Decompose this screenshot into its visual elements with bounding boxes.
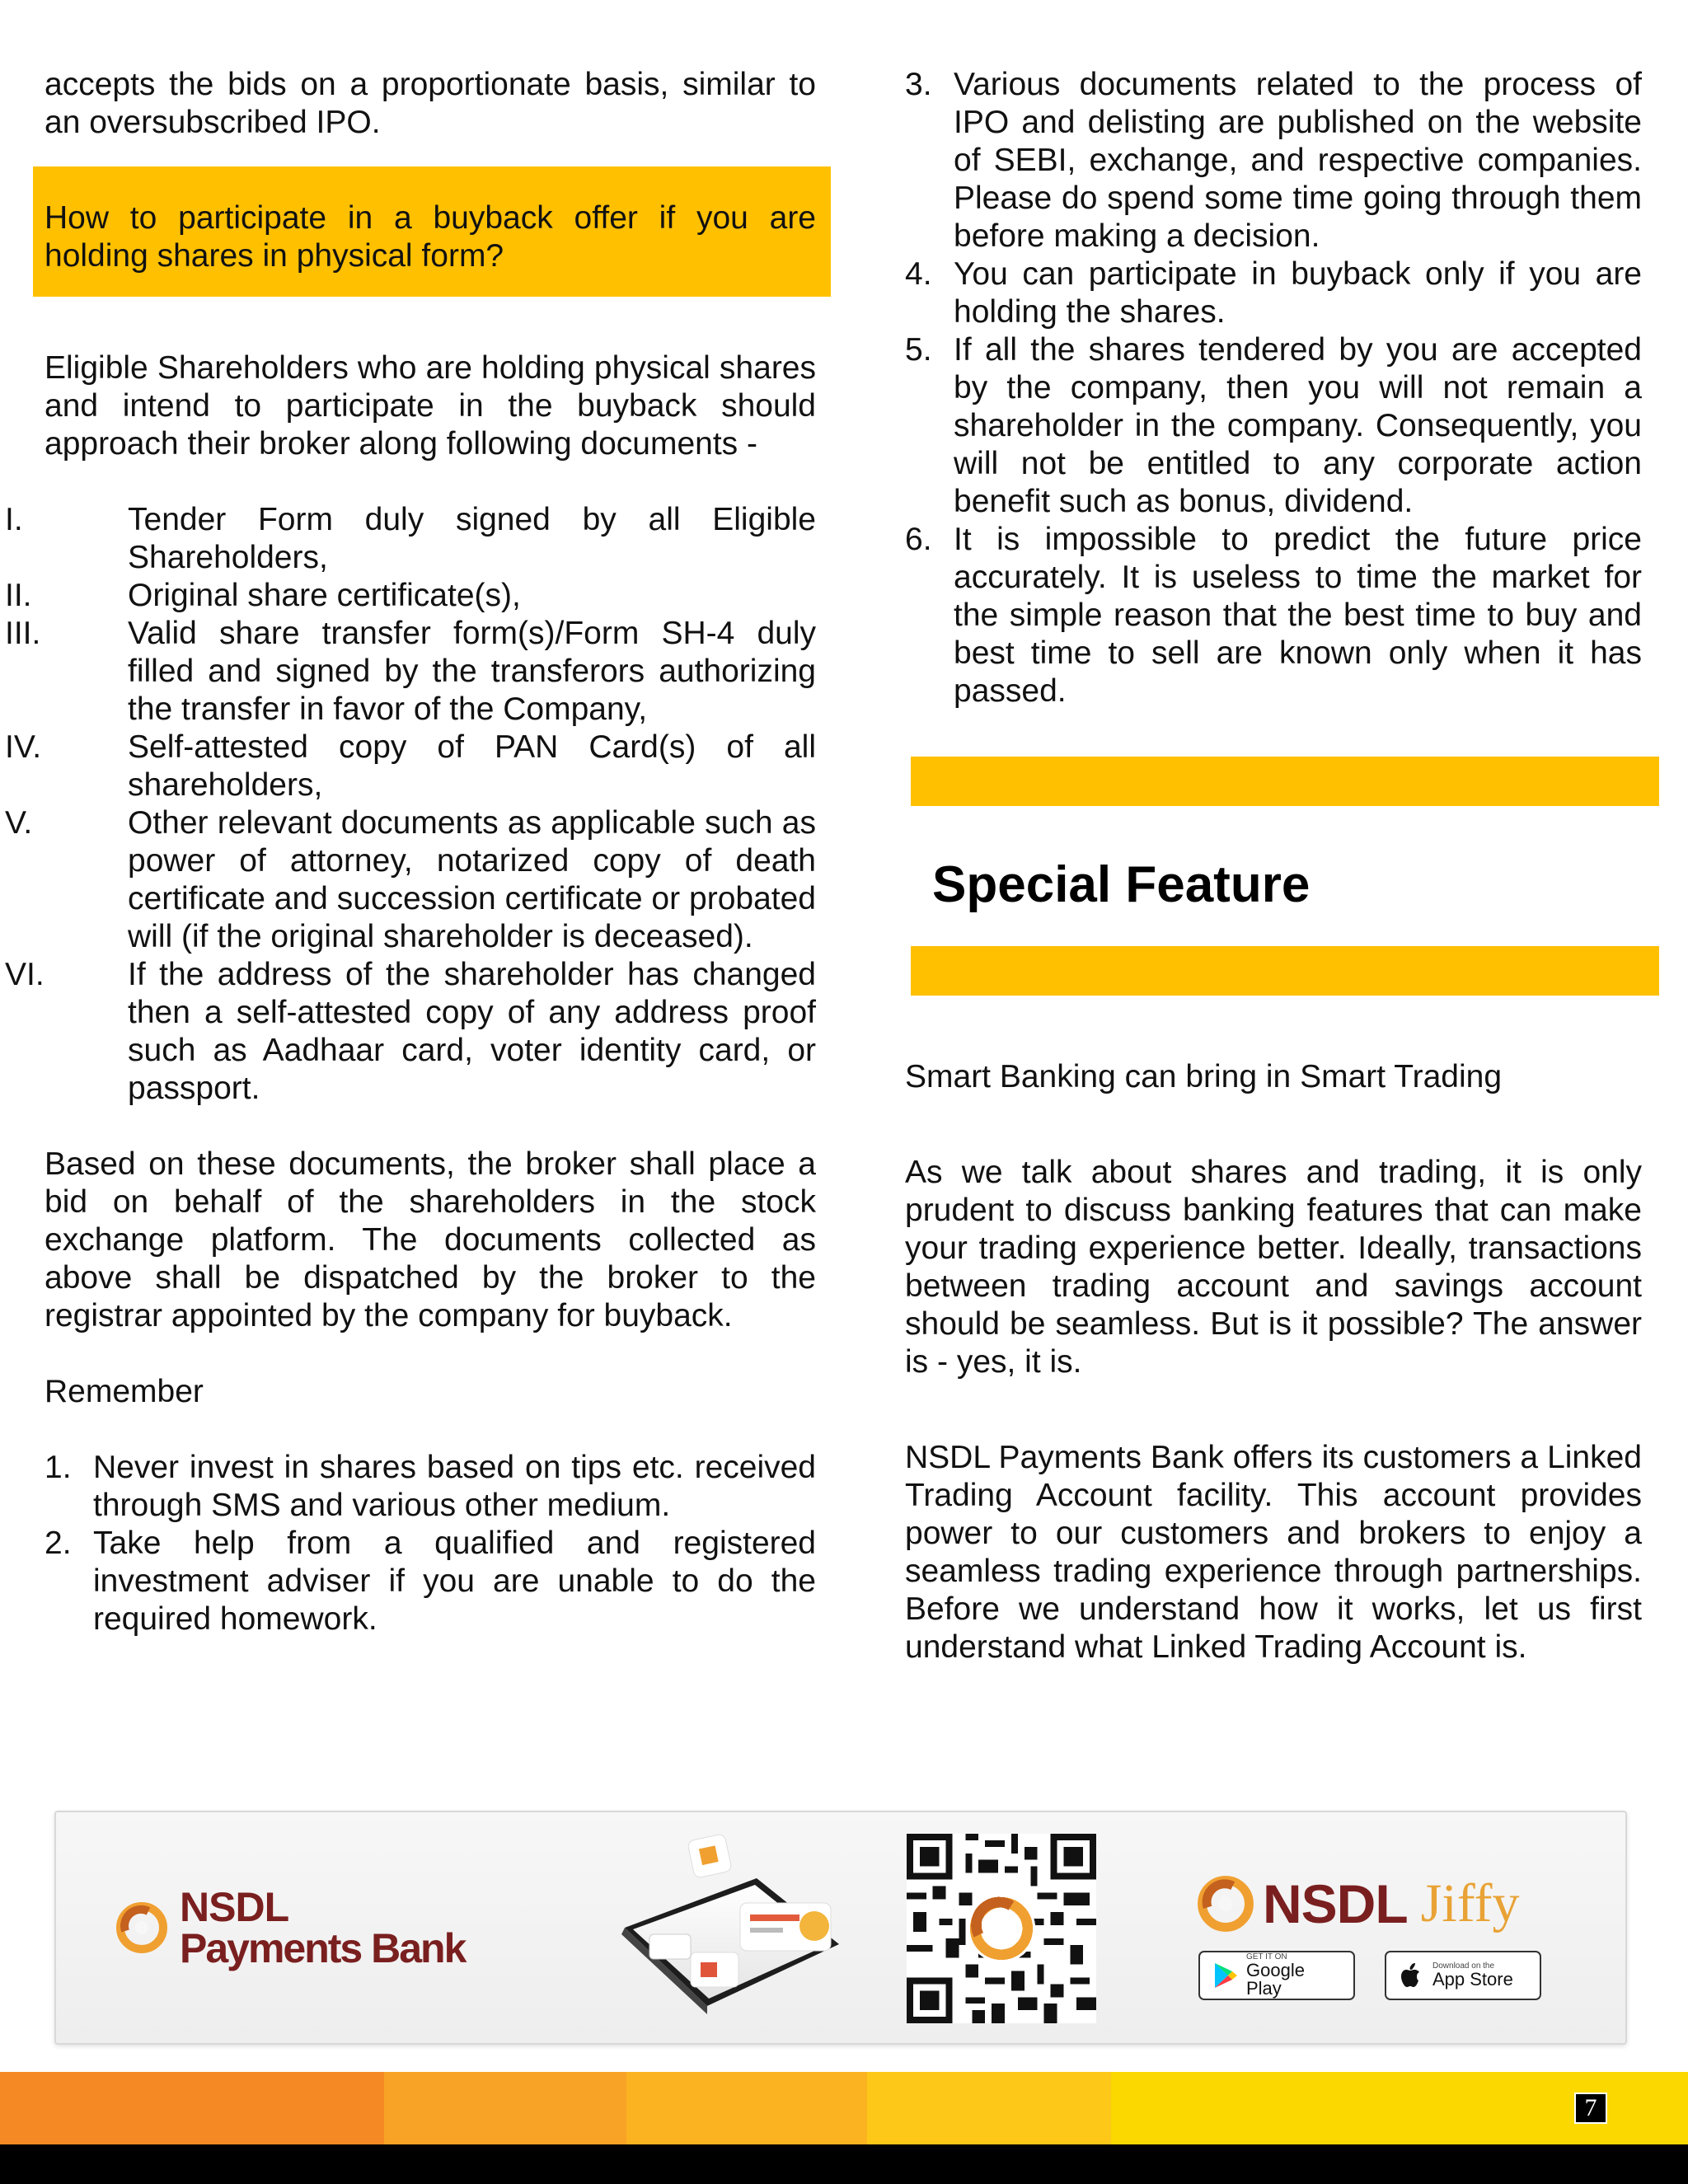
google-play-badge[interactable] [1198, 1951, 1355, 2000]
google-play-caption: GET IT ON [1246, 1952, 1287, 1961]
nsdl-banner [54, 1811, 1627, 2045]
footer-strip-3 [626, 2072, 867, 2144]
footer-black-bar [0, 2144, 1688, 2184]
app-store-badge[interactable] [1385, 1951, 1541, 2000]
footer-strip-1 [0, 2072, 384, 2144]
section-title: Special Feature [932, 856, 1311, 913]
list-marker: 2. [45, 1526, 72, 1561]
list-marker: III. [5, 616, 41, 651]
special-feature-body [905, 1058, 1642, 1666]
remember-list-right [905, 66, 1642, 710]
list-item-text: It is impossible to predict the future price accurately. It is useless to time the market for the simple reason that the best time to buy and best time to sell are known only when it has passed. [954, 522, 1642, 709]
paragraph-buyback-proportionate: accepts the bids on a proportionate basis, similar to an oversubscribed IPO. [45, 67, 816, 140]
list-marker: V. [5, 805, 33, 841]
list-item [905, 521, 1642, 710]
list-marker: II. [5, 578, 32, 613]
remember-heading: Remember [45, 1374, 204, 1409]
list-marker: 5. [905, 332, 932, 368]
list-item-text: Take help from a qualified and registered investment adviser if you are unable to do the required homework. [93, 1526, 816, 1637]
payments-bank-logo[interactable] [115, 1886, 465, 1969]
list-item-text: Various documents related to the process of IPO and delisting are published on the website of SEBI, exchange, and respective companies. Please do spend some time going through them before making a decision. [954, 67, 1642, 254]
list-item-text: Self-attested copy of PAN Card(s) of all shareholders, [128, 729, 816, 803]
list-item [5, 501, 816, 577]
list-item [5, 956, 816, 1108]
google-play-icon [1210, 1961, 1240, 1990]
list-marker: VI. [5, 957, 45, 992]
footer-strip-2 [384, 2072, 626, 2144]
special-feature-bottom-bar [911, 946, 1659, 996]
list-marker: IV. [5, 729, 42, 765]
list-item [905, 255, 1642, 331]
footer-strip-4 [867, 2072, 1111, 2144]
list-item-text: Original share certificate(s), [128, 578, 521, 613]
nsdl-swirl-icon [1197, 1875, 1254, 1933]
list-marker: I. [5, 502, 23, 537]
list-item [5, 804, 816, 956]
nsdl-jiffy-logo[interactable] [1197, 1875, 1519, 1933]
payments-bank-logo-line2: Payments Bank [180, 1925, 466, 1971]
list-item [5, 729, 816, 804]
list-marker: 1. [45, 1450, 72, 1485]
google-play-label: Google Play [1246, 1960, 1305, 1999]
paragraph-broker-bid: Based on these documents, the broker shall place a bid on behalf of the shareholders in the stock exchange platform. The documents collected as above shall be dispatched by the broker to the registrar appointed by the company for buyback. [45, 1146, 816, 1333]
question-highlight-box [33, 166, 831, 297]
payments-bank-logo-line1: NSDL [180, 1884, 289, 1930]
list-item-text: If the address of the shareholder has changed then a self-attested copy of any address proof such as Aadhaar card, voter identity card, or passport. [128, 957, 816, 1106]
jiffy-logo-name: Jiffy [1420, 1873, 1520, 1933]
list-item-text: Tender Form duly signed by all Eligible Shareholders, [128, 502, 816, 575]
nsdl-swirl-icon [115, 1901, 168, 1954]
list-item [905, 331, 1642, 521]
remember-list-left [45, 1449, 816, 1638]
list-item [5, 615, 816, 729]
list-item [5, 577, 816, 615]
apple-icon [1396, 1961, 1426, 1990]
app-store-label: App Store [1432, 1969, 1513, 1990]
list-item-text: Valid share transfer form(s)/Form SH-4 duly filled and signed by the transferors authorizing the transfer in favor of the Company, [128, 616, 816, 727]
special-feature-top-bar [911, 757, 1659, 806]
paragraph-smart-banking: As we talk about shares and trading, it is only prudent to discuss banking features that can make your trading experience better. Ideally, transactions between trading account and savings account should be seamless. But is it possible? The answer is - yes, it is. [905, 1155, 1642, 1380]
list-item-text: Other relevant documents as applicable such as power of attorney, notarized copy of death certificate and succession certificate or probated will (if the original shareholder is deceased). [128, 805, 816, 954]
list-item-text: Never invest in shares based on tips etc. received through SMS and various other medium. [93, 1450, 816, 1523]
question-text: How to participate in a buyback offer if you are holding shares in physical form? [45, 200, 816, 274]
left-column [5, 66, 816, 1638]
list-marker: 4. [905, 256, 932, 292]
list-item-text: If all the shares tendered by you are accepted by the company, then you will not remain a shareholder in the company. Consequently, you will not be entitled to any corporate action benefit such as bonus, dividend. [954, 332, 1642, 519]
documents-list [5, 501, 816, 1108]
jiffy-logo-nsdl: NSDL [1263, 1873, 1408, 1934]
qr-code-icon[interactable] [907, 1834, 1096, 2023]
list-item-text: You can participate in buyback only if you are holding the shares. [954, 256, 1642, 330]
page-number: 7 [1574, 2093, 1607, 2124]
list-marker: 3. [905, 67, 932, 102]
special-feature-subtitle: Smart Banking can bring in Smart Trading [905, 1059, 1503, 1094]
paragraph-linked-trading: NSDL Payments Bank offers its customers a Linked Trading Account facility. This account provides power to our customers and brokers to enjoy a seamless trading experience through partnerships. Before we understand how it works, let us first understand what Linked Trading Account is. [905, 1440, 1642, 1665]
app-store-caption: Download on the [1432, 1961, 1495, 1971]
list-item [45, 1449, 816, 1525]
list-item [45, 1525, 816, 1638]
mobile-app-illustration [567, 1829, 864, 2035]
paragraph-eligible-shareholders: Eligible Shareholders who are holding physical shares and intend to participate in the buyback should approach their broker along following documents - [45, 350, 816, 462]
list-marker: 6. [905, 522, 932, 557]
right-column [905, 66, 1642, 710]
list-item [905, 66, 1642, 255]
